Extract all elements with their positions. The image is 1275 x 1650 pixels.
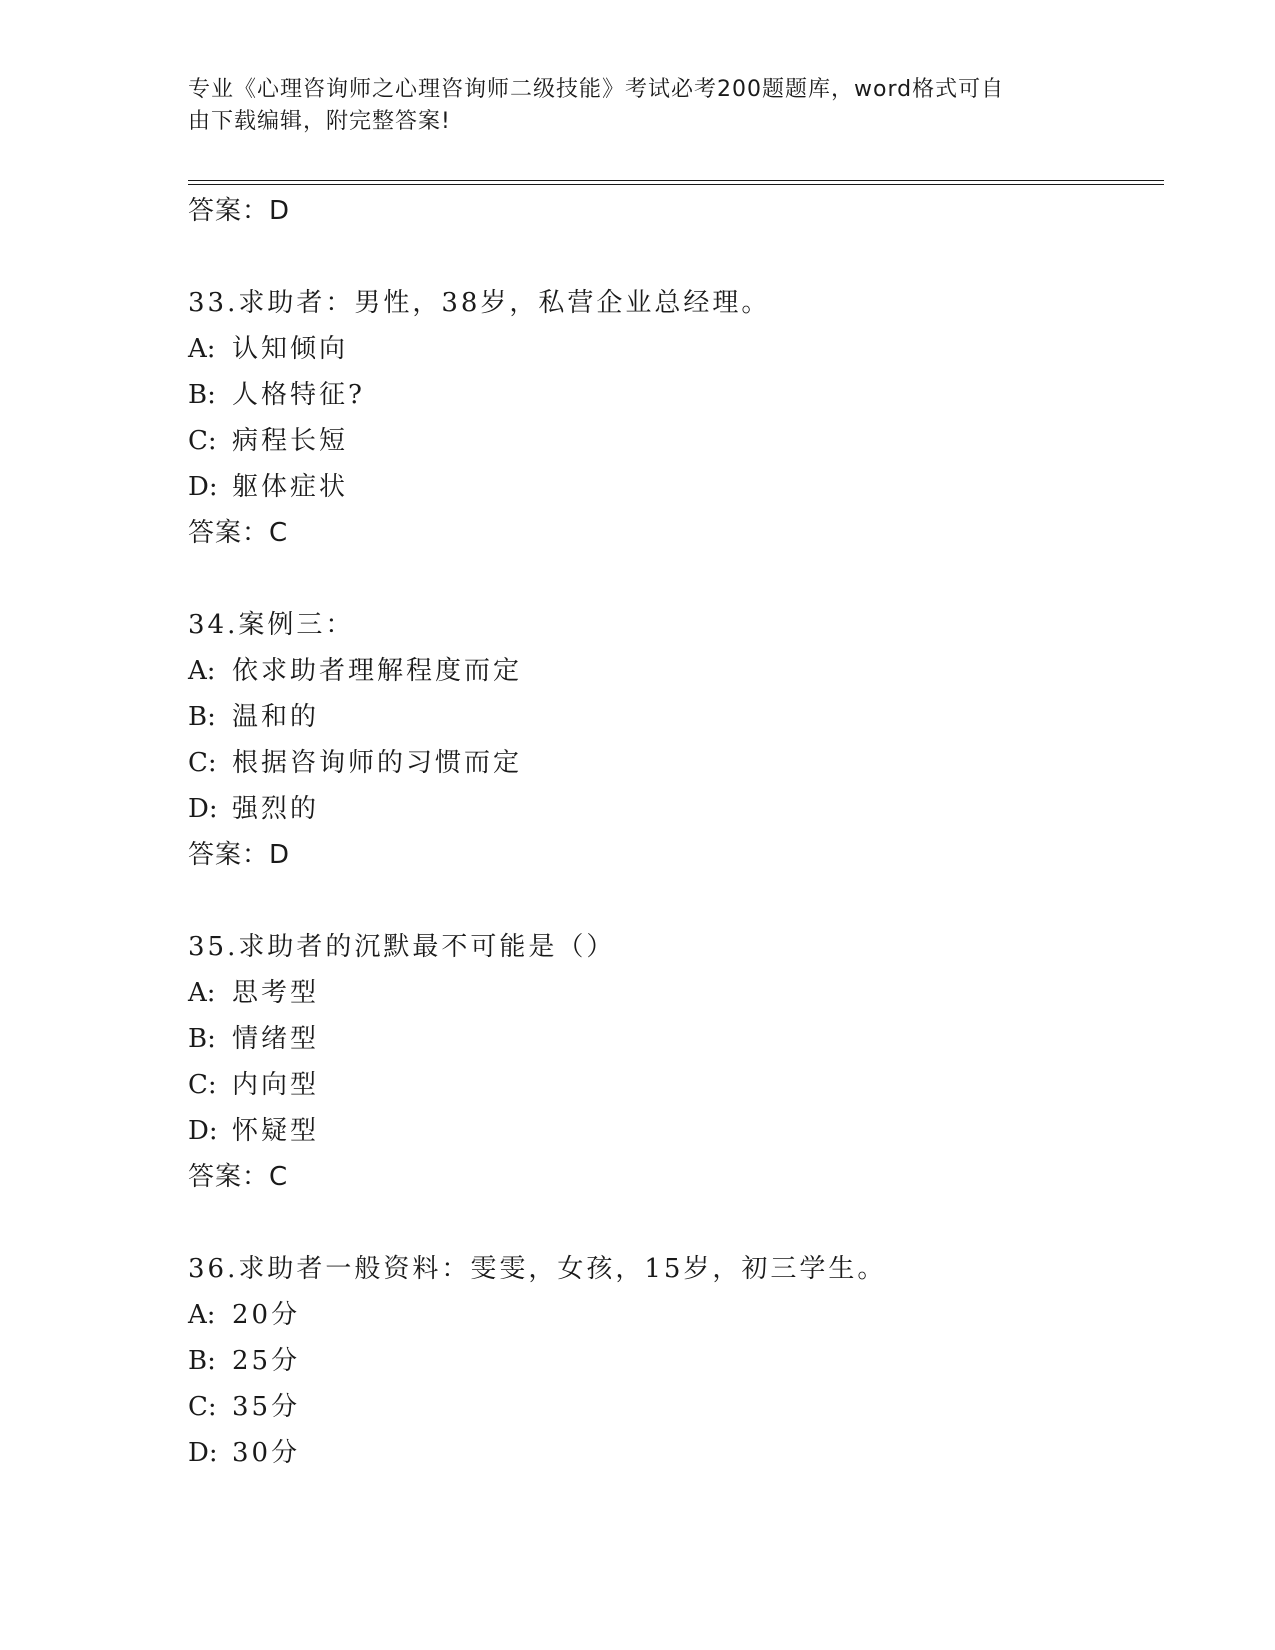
option-text: 20分: [232, 1300, 301, 1330]
option-letter: A:: [188, 334, 216, 364]
question-list: [188, 188, 1164, 1476]
answer-line: 答案：C: [188, 1162, 289, 1192]
option-letter: C:: [188, 1392, 217, 1422]
option-text: 情绪型: [232, 1024, 320, 1054]
option-b: [188, 372, 1164, 418]
option-letter: C:: [188, 426, 217, 456]
option-a: [188, 648, 1164, 694]
option-a: [188, 326, 1164, 372]
header-divider-top: [188, 180, 1164, 181]
option-d: [188, 1430, 1164, 1476]
option-text: 病程长短: [232, 426, 349, 456]
header-divider-bottom: [188, 184, 1164, 185]
option-letter: D:: [188, 472, 218, 502]
option-b: [188, 694, 1164, 740]
option-letter: B:: [188, 1346, 216, 1376]
answer-line: 答案：D: [188, 196, 291, 226]
option-text: 躯体症状: [232, 472, 349, 502]
question-33: 33.求助者：男性，38岁，私营企业总经理。: [188, 288, 771, 318]
option-letter: D:: [188, 794, 218, 824]
option-d: [188, 786, 1164, 832]
option-text: 依求助者理解程度而定: [232, 656, 523, 686]
spacer: [188, 1200, 1164, 1246]
option-c: [188, 1384, 1164, 1430]
option-letter: C:: [188, 748, 217, 778]
option-text: 思考型: [232, 978, 320, 1008]
option-text: 人格特征?: [232, 380, 365, 410]
option-b: [188, 1016, 1164, 1062]
option-d: [188, 464, 1164, 510]
option-b: [188, 1338, 1164, 1384]
option-letter: B:: [188, 702, 216, 732]
option-text: 根据咨询师的习惯而定: [232, 748, 523, 778]
document-header: [188, 74, 1088, 138]
spacer: [188, 234, 1164, 280]
option-letter: C:: [188, 1070, 217, 1100]
option-text: 怀疑型: [232, 1116, 320, 1146]
option-text: 35分: [232, 1392, 301, 1422]
option-text: 25分: [232, 1346, 301, 1376]
option-letter: A:: [188, 1300, 216, 1330]
option-c: [188, 418, 1164, 464]
option-letter: B:: [188, 1024, 216, 1054]
question-34: 34.案例三：: [188, 610, 355, 640]
answer-line: 答案：D: [188, 840, 291, 870]
question-35: 35.求助者的沉默最不可能是（）: [188, 932, 616, 962]
option-c: [188, 740, 1164, 786]
header-line-1: 专业《心理咨询师之心理咨询师二级技能》考试必考200题题库，word格式可自: [188, 77, 1005, 102]
option-c: [188, 1062, 1164, 1108]
option-letter: D:: [188, 1438, 218, 1468]
option-letter: B:: [188, 380, 216, 410]
option-text: 强烈的: [232, 794, 320, 824]
question-36: 36.求助者一般资料：雯雯，女孩，15岁，初三学生。: [188, 1254, 887, 1284]
answer-line: 答案：C: [188, 518, 289, 548]
option-a: [188, 970, 1164, 1016]
header-line-2: 由下载编辑，附完整答案!: [188, 109, 451, 134]
option-text: 内向型: [232, 1070, 320, 1100]
spacer: [188, 556, 1164, 602]
option-letter: A:: [188, 656, 216, 686]
option-text: 30分: [232, 1438, 301, 1468]
option-letter: A:: [188, 978, 216, 1008]
option-text: 温和的: [232, 702, 320, 732]
option-a: [188, 1292, 1164, 1338]
option-text: 认知倾向: [232, 334, 349, 364]
spacer: [188, 878, 1164, 924]
option-d: [188, 1108, 1164, 1154]
option-letter: D:: [188, 1116, 218, 1146]
